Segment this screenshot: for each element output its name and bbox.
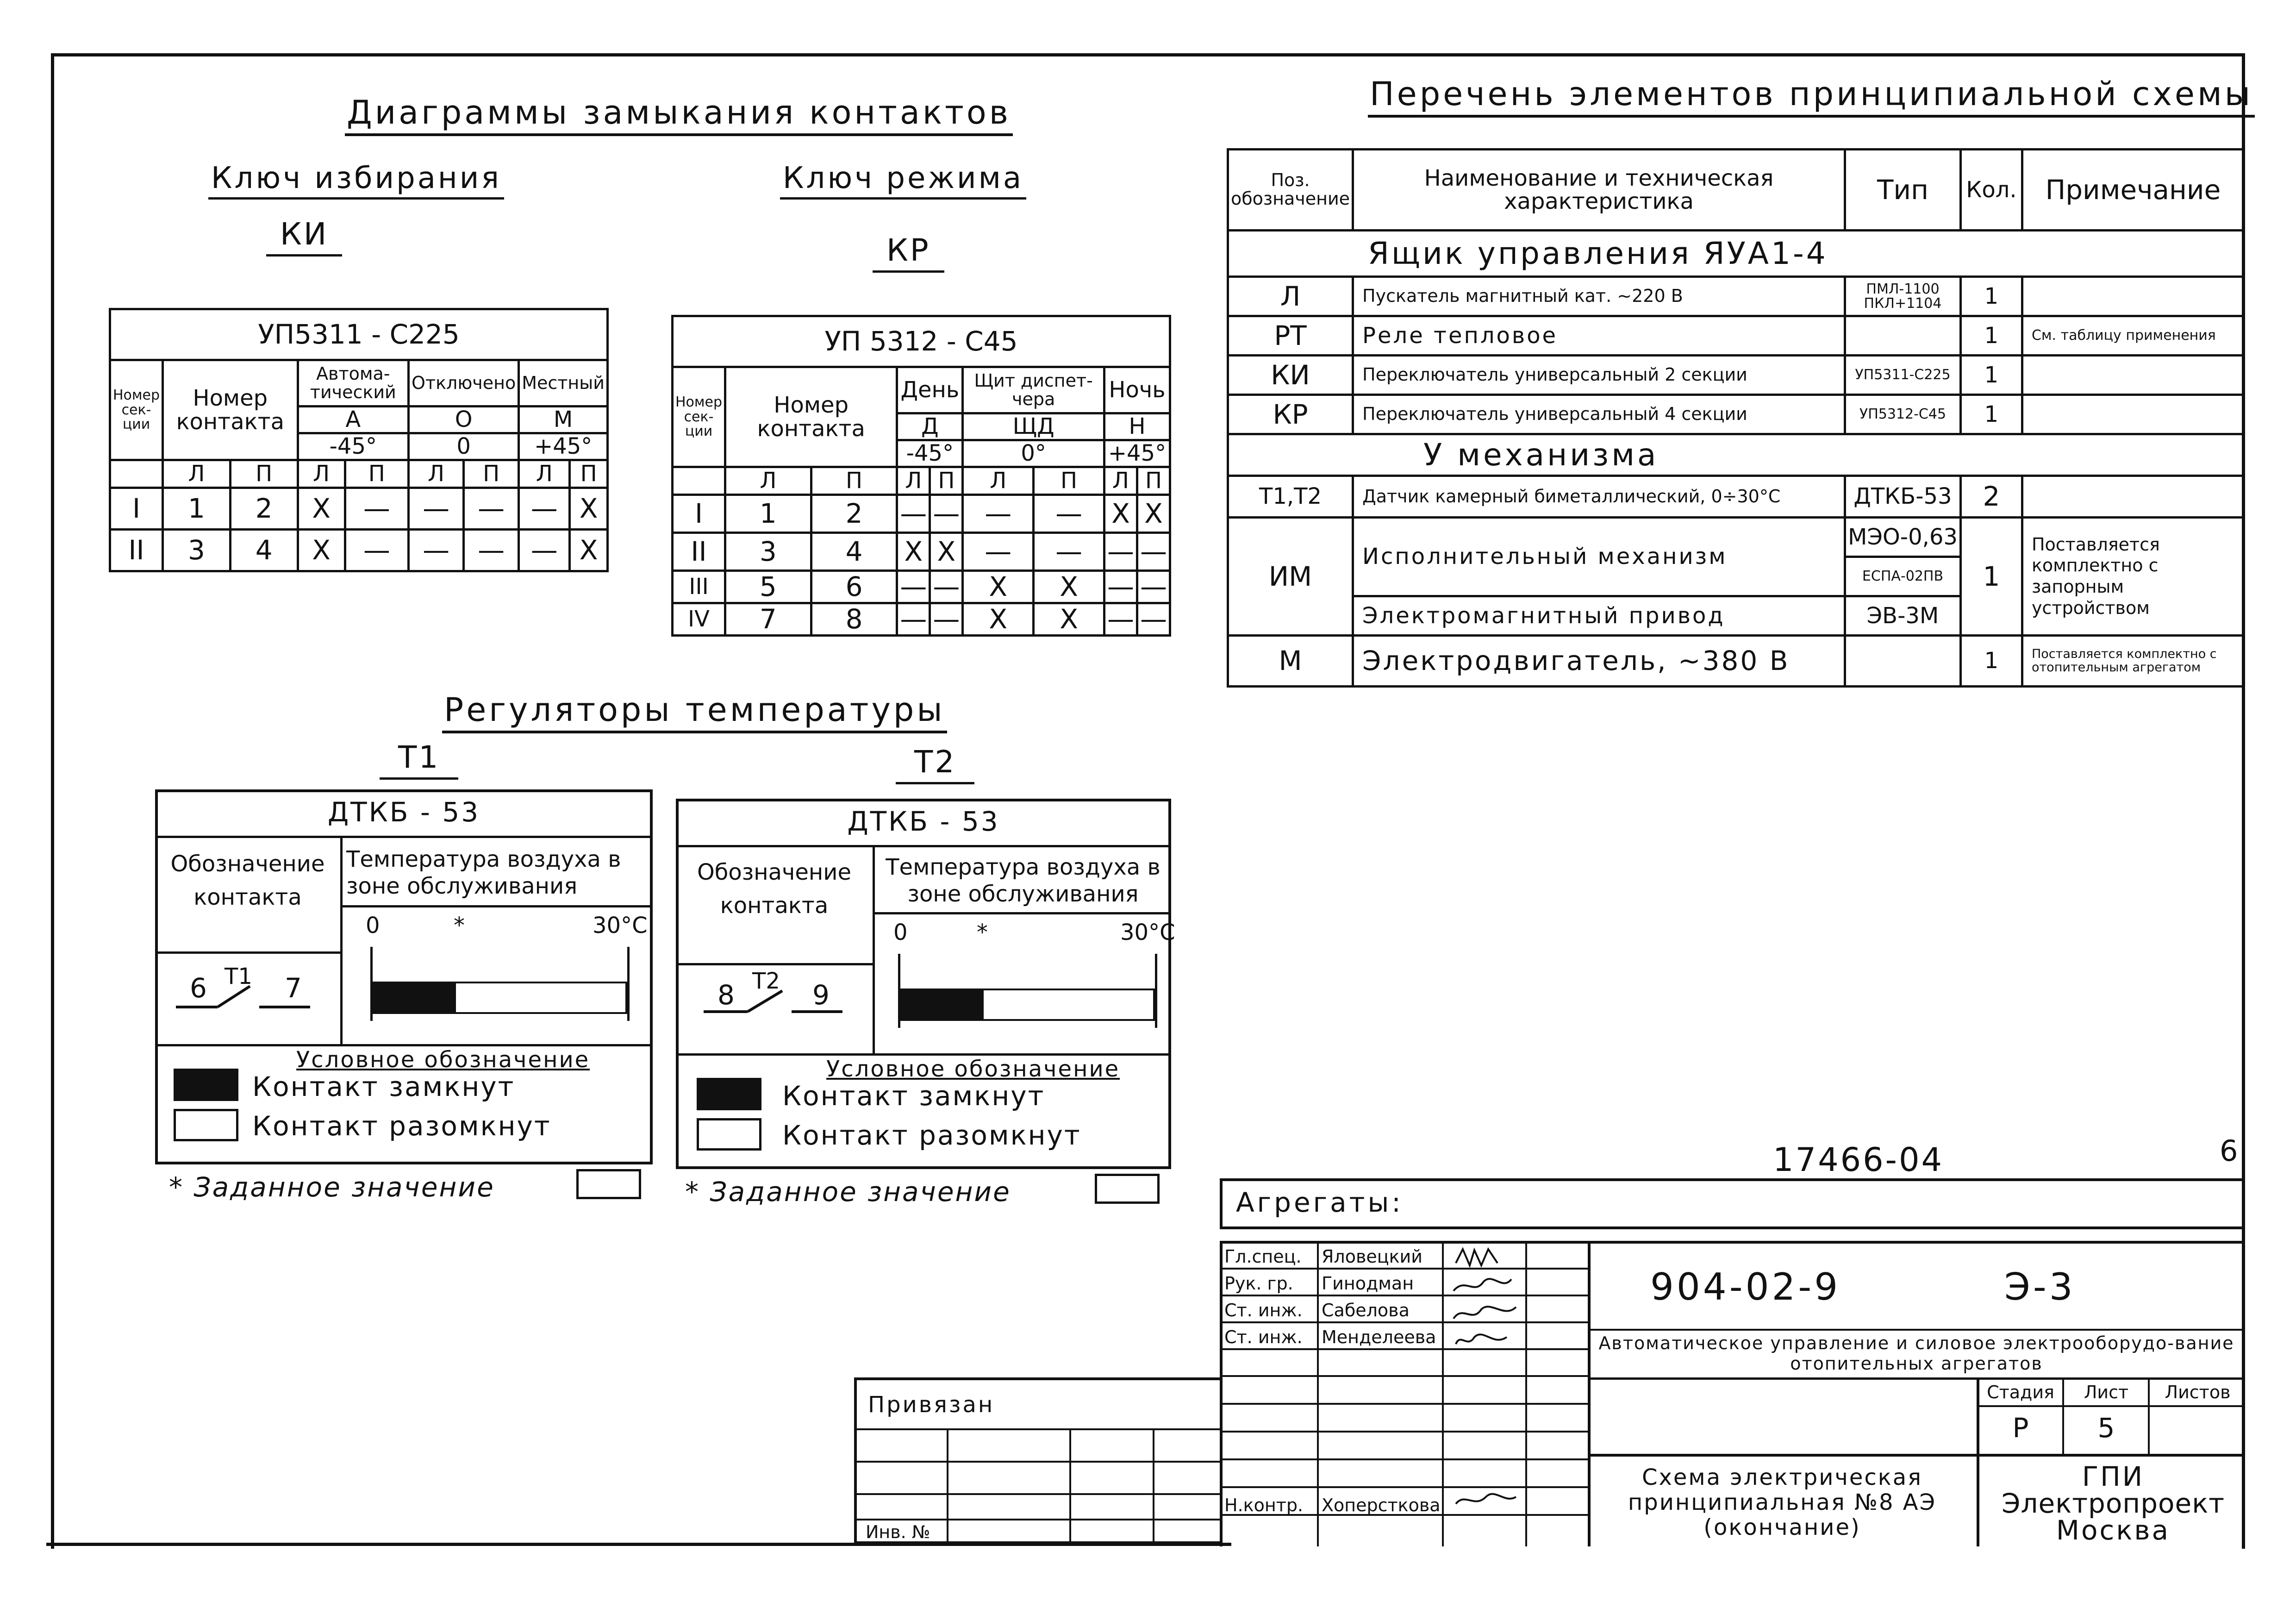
ki-angle-2: 0: [409, 433, 519, 460]
kr-cell: X: [963, 571, 1034, 603]
name-4: Менделеева: [1322, 1327, 1436, 1347]
t2-legend-closed-swatch: [697, 1078, 761, 1110]
el-name: Электродвигатель, ~380 В: [1353, 636, 1845, 687]
table-row: [1228, 476, 2244, 518]
kr-cell: X: [897, 533, 930, 571]
el-pos: КИ: [1228, 356, 1353, 395]
kr-cell: —: [930, 495, 963, 533]
elements-table: [1227, 148, 2245, 688]
kr-c2: 4: [811, 533, 897, 571]
t1-closed-range: [372, 983, 456, 1012]
table-row: [1228, 518, 2244, 557]
ki-cell: —: [464, 530, 519, 571]
regulators-title: Регуляторы температуры: [442, 692, 947, 733]
t1-setpoint-label: * Заданное значение: [169, 1171, 495, 1203]
ki-cell: X: [298, 530, 345, 571]
aggregates-label: Агрегаты:: [1236, 1187, 1404, 1218]
org-line-3: Москва: [2056, 1514, 2171, 1546]
t1-contact-b: 7: [285, 972, 302, 1004]
el-type: УП5312-С45: [1845, 395, 1961, 434]
ki-cell: —: [409, 530, 464, 571]
kr-cell: X: [963, 603, 1034, 636]
ki-l: Л: [409, 460, 464, 488]
el-qty: 1: [1960, 356, 2022, 395]
ki-cell: X: [298, 488, 345, 530]
ki-cell: —: [519, 488, 570, 530]
kr-p: П: [811, 467, 897, 495]
table-row: [1228, 277, 2244, 316]
kr-cell: —: [930, 571, 963, 603]
kr-sec: IV: [673, 603, 725, 636]
table-row: [673, 495, 1170, 533]
el-pos: Л: [1228, 277, 1353, 316]
project-number: 904-02-9: [1650, 1265, 1841, 1308]
sheet-header: Лист: [2084, 1382, 2129, 1402]
kr-angle-3: +45°: [1104, 440, 1170, 467]
t1-contact-label: Обозначение контакта: [170, 851, 325, 910]
kr-col-panel: Щит диспет-чера: [963, 367, 1104, 413]
project-code: Э-3: [2004, 1265, 2076, 1308]
org-line-2: Электропроект: [2001, 1488, 2225, 1519]
kr-cell: X: [930, 533, 963, 571]
ki-l: Л: [298, 460, 345, 488]
el-type: МЭО-0,63: [1845, 518, 1961, 557]
ki-model: УП5311 - С225: [110, 309, 608, 360]
project-title: Автоматическое управление и силовое электрооборудо-вание отопительных агрегатов: [1598, 1333, 2234, 1374]
t2-legend-open: Контакт разомкнут: [782, 1120, 1081, 1151]
nkontr-name: Хоперсткова: [1322, 1495, 1441, 1515]
t1-scale-max: 30°C: [593, 913, 648, 939]
el-name: Исполнительный механизм: [1353, 518, 1845, 596]
kr-cell: —: [1104, 603, 1137, 636]
el-name: Пускатель магнитный кат. ~220 В: [1353, 277, 1845, 316]
ki-cell: —: [464, 488, 519, 530]
kr-contact-table: [671, 315, 1171, 637]
kr-c2: 6: [811, 571, 897, 603]
ki-cell: —: [345, 530, 408, 571]
el-qty: 1: [1960, 277, 2022, 316]
kr-cell: —: [963, 533, 1034, 571]
group-control-box: Ящик управления ЯУА1-4: [1228, 231, 2244, 277]
t2-scale-bar: [898, 989, 1155, 1021]
privyazan-label: Привязан: [868, 1392, 995, 1418]
t1-legend-closed: Контакт замкнут: [252, 1071, 515, 1102]
el-type: [1845, 636, 1961, 687]
el-qty: 1: [1960, 518, 2022, 636]
t2-code: Т2: [896, 745, 974, 784]
ki-cell: X: [570, 488, 608, 530]
table-row: [110, 530, 608, 571]
t2-legend-open-swatch: [697, 1118, 761, 1151]
t2-contact-b: 9: [812, 979, 830, 1011]
t1-contact-a: 6: [190, 972, 207, 1004]
kr-cell: —: [1137, 571, 1170, 603]
kr-cell: —: [1034, 495, 1104, 533]
name-3: Сабелова: [1322, 1300, 1410, 1320]
kr-c2: 2: [811, 495, 897, 533]
kr-c1: 1: [725, 495, 811, 533]
kr-cell: —: [1104, 533, 1137, 571]
ki-letter-o: О: [409, 407, 519, 433]
ki-sec: II: [110, 530, 163, 571]
drawing-title: Схема электрическая принципиальная №8 АЭ (окончание): [1628, 1464, 1937, 1540]
t1-legend-open-swatch: [174, 1109, 238, 1141]
kr-code: КР: [873, 234, 944, 273]
kr-sec: I: [673, 495, 725, 533]
kr-angle-2: 0°: [963, 440, 1104, 467]
kr-cell: —: [1137, 533, 1170, 571]
ki-cell: —: [409, 488, 464, 530]
kr-model: УП 5312 - С45: [673, 316, 1170, 367]
name-2: Гинодман: [1322, 1273, 1414, 1294]
kr-p: П: [930, 467, 963, 495]
el-type: ПМЛ-1100 ПКЛ+1104: [1845, 277, 1961, 316]
ki-cell: —: [519, 530, 570, 571]
el-type: УП5311-С225: [1845, 356, 1961, 395]
el-qty: 1: [1960, 636, 2022, 687]
el-note: [2022, 356, 2244, 395]
ki-letter-a: А: [298, 407, 408, 433]
ki-c1: 3: [163, 530, 231, 571]
kr-sec: II: [673, 533, 725, 571]
el-name: Электромагнитный привод: [1353, 596, 1845, 636]
kr-cell: —: [897, 571, 930, 603]
t2-model: ДТКБ - 53: [847, 806, 1000, 837]
t1-code: Т1: [380, 741, 458, 780]
kr-c1: 7: [725, 603, 811, 636]
ki-angle-1: -45°: [298, 433, 408, 460]
elements-list-title: Перечень элементов принципиальной схемы: [1368, 76, 2255, 118]
sheet-value: 5: [2097, 1412, 2115, 1444]
ki-p: П: [464, 460, 519, 488]
kr-h-section: Номер сек-ции: [673, 367, 725, 467]
role-3: Ст. инж.: [1224, 1300, 1303, 1320]
contact-diagrams-title: Диаграммы замыкания контактов: [345, 95, 1013, 136]
el-name: Переключатель универсальный 2 секции: [1353, 356, 1845, 395]
kr-l: Л: [1104, 467, 1137, 495]
ki-title: Ключ избирания: [208, 162, 504, 200]
t1-legend-title: Условное обозначение: [296, 1047, 590, 1073]
t2-closed-range: [900, 990, 984, 1019]
sheets-header: Листов: [2165, 1382, 2231, 1402]
t2-legend-closed: Контакт замкнут: [782, 1080, 1045, 1112]
kr-col-night: Ночь: [1104, 367, 1170, 413]
h-pos: Поз. обозначение: [1228, 150, 1353, 231]
t1-scale-mark: *: [454, 913, 465, 939]
t1-contact-tag: Т1: [225, 964, 252, 989]
ki-c1: 1: [163, 488, 231, 530]
t1-setpoint-box: [576, 1169, 641, 1199]
table-row: [673, 603, 1170, 636]
ki-p: П: [230, 460, 298, 488]
org-line-1: ГПИ: [2082, 1461, 2145, 1492]
ki-letter-m: М: [519, 407, 608, 433]
el-note: [2022, 395, 2244, 434]
table-row: [1228, 395, 2244, 434]
t2-contact-tag: Т2: [752, 968, 780, 994]
kr-sec: III: [673, 571, 725, 603]
nkontr-role: Н.контр.: [1224, 1495, 1304, 1515]
ki-h-contact: Номер контакта: [163, 360, 298, 460]
kr-cell: —: [897, 495, 930, 533]
kr-p: П: [1137, 467, 1170, 495]
el-type: ДТКБ-53: [1845, 476, 1961, 518]
el-note: Поставляется комплектно с запорным устройством: [2022, 518, 2244, 636]
el-pos: РТ: [1228, 316, 1353, 356]
kr-cell: —: [930, 603, 963, 636]
kr-cell: X: [1137, 495, 1170, 533]
t1-legend-closed-swatch: [174, 1069, 238, 1101]
el-note: [2022, 277, 2244, 316]
t1-temp-label: Температура воздуха в зоне обслуживания: [346, 846, 621, 899]
t2-scale-max: 30°C: [1120, 920, 1175, 945]
kr-cell: —: [897, 603, 930, 636]
kr-c1: 3: [725, 533, 811, 571]
table-row: [1228, 636, 2244, 687]
ki-col-local: Местный: [519, 360, 608, 407]
el-qty: 2: [1960, 476, 2022, 518]
kr-letter-shd: ЩД: [963, 413, 1104, 440]
t1-scale-bar: [370, 982, 627, 1014]
kr-cell: X: [1034, 603, 1104, 636]
ki-col-off: Отключено: [409, 360, 519, 407]
el-note: См. таблицу применения: [2022, 316, 2244, 356]
el-note: [2022, 476, 2244, 518]
h-qty: Кол.: [1960, 150, 2022, 231]
ki-cell: X: [570, 530, 608, 571]
kr-col-day: День: [897, 367, 963, 413]
el-pos: КР: [1228, 395, 1353, 434]
kr-l: Л: [725, 467, 811, 495]
ki-p: П: [570, 460, 608, 488]
el-name: Датчик камерный биметаллический, 0÷30°С: [1353, 476, 1845, 518]
kr-c1: 5: [725, 571, 811, 603]
table-row: [673, 571, 1170, 603]
kr-cell: —: [1034, 533, 1104, 571]
el-qty: 1: [1960, 316, 2022, 356]
table-row: [1228, 316, 2244, 356]
el-name: Реле тепловое: [1353, 316, 1845, 356]
role-4: Ст. инж.: [1224, 1327, 1303, 1347]
ki-angle-3: +45°: [519, 433, 608, 460]
t1-scale-min: 0: [366, 913, 380, 939]
el-name: Переключатель универсальный 4 секции: [1353, 395, 1845, 434]
kr-cell: X: [1104, 495, 1137, 533]
table-row: [110, 488, 608, 530]
kr-cell: —: [1104, 571, 1137, 603]
group-at-mechanism: У механизма: [1228, 434, 2244, 476]
h-type: Тип: [1845, 150, 1961, 231]
ki-c2: 2: [230, 488, 298, 530]
t1-legend-open: Контакт разомкнут: [252, 1110, 551, 1142]
kr-angle-1: -45°: [897, 440, 963, 467]
ki-col-auto: Автома-тический: [298, 360, 408, 407]
t2-setpoint-box: [1095, 1174, 1160, 1204]
kr-title: Ключ режима: [780, 162, 1026, 200]
ki-code: КИ: [266, 218, 342, 257]
table-row: [1228, 356, 2244, 395]
kr-p: П: [1034, 467, 1104, 495]
t2-temp-label: Температура воздуха в зоне обслуживания: [886, 854, 1160, 907]
kr-cell: —: [1137, 603, 1170, 636]
t2-legend-title: Условное обозначение: [826, 1056, 1120, 1082]
kr-cell: —: [963, 495, 1034, 533]
ki-cell: —: [345, 488, 408, 530]
stage-value: Р: [2012, 1412, 2029, 1444]
el-note: Поставляется комплектно с отопительным агрегатом: [2022, 636, 2244, 687]
ki-contact-table: [109, 308, 609, 572]
sheet-number: 6: [2220, 1134, 2238, 1168]
kr-l: Л: [897, 467, 930, 495]
kr-h-contact: Номер контакта: [725, 367, 897, 467]
el-type: [1845, 316, 1961, 356]
h-name: Наименование и техническая характеристика: [1353, 150, 1845, 231]
t2-scale-mark: *: [977, 920, 988, 945]
kr-letter-n: Н: [1104, 413, 1170, 440]
kr-l: Л: [963, 467, 1034, 495]
ki-c2: 4: [230, 530, 298, 571]
el-pos: ИМ: [1228, 518, 1353, 636]
stage-header: Стадия: [1987, 1382, 2054, 1402]
t2-contact-a: 8: [718, 979, 735, 1011]
el-type: ЕСПА-02ПВ: [1845, 557, 1961, 596]
inv-label: Инв. №: [866, 1522, 930, 1542]
role-2: Рук. гр.: [1224, 1273, 1293, 1294]
ki-p: П: [345, 460, 408, 488]
table-row: [673, 533, 1170, 571]
ki-l: Л: [519, 460, 570, 488]
ki-sec: I: [110, 488, 163, 530]
role-1: Гл.спец.: [1224, 1246, 1302, 1267]
signatures: [1447, 1245, 1523, 1513]
el-pos: Т1,Т2: [1228, 476, 1353, 518]
el-type: ЭВ-3М: [1845, 596, 1961, 636]
kr-c2: 8: [811, 603, 897, 636]
t2-setpoint-label: * Заданное значение: [685, 1176, 1011, 1208]
t2-scale-min: 0: [893, 920, 908, 945]
ki-h-section: Номер сек-ции: [110, 360, 163, 460]
el-pos: М: [1228, 636, 1353, 687]
kr-cell: X: [1034, 571, 1104, 603]
h-note: Примечание: [2022, 150, 2244, 231]
t2-contact-label: Обозначение контакта: [697, 859, 852, 919]
kr-letter-d: Д: [897, 413, 963, 440]
el-qty: 1: [1960, 395, 2022, 434]
ki-l: Л: [163, 460, 231, 488]
t1-model: ДТКБ - 53: [327, 796, 480, 828]
document-id: 17466-04: [1773, 1141, 1944, 1179]
name-1: Яловецкий: [1322, 1246, 1423, 1267]
